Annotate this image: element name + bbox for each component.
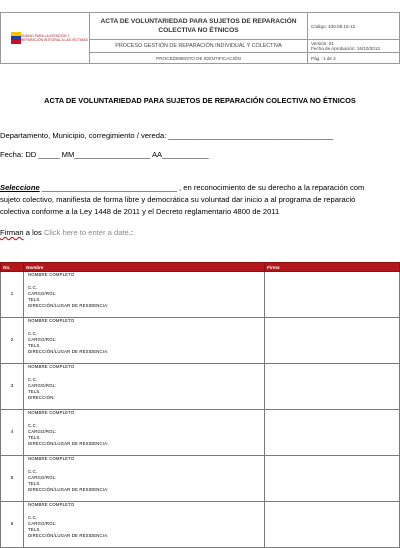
row-number: 1: [1, 272, 24, 318]
date-picker[interactable]: Click here to enter a date: [43, 228, 129, 237]
signature-field[interactable]: [265, 502, 400, 548]
person-fields: [24, 410, 265, 456]
firman-end: .:: [128, 228, 133, 237]
table-row: [1, 364, 400, 410]
role-field[interactable]: CARGO/ROL:: [28, 429, 57, 434]
para-line-3: colectiva conforme a la Ley 1448 de 2011 y el Decreto reglamentario 4800 de 2011: [0, 207, 280, 216]
address-field[interactable]: DIRECCIÓN/LUGAR DE RESIDENCIA:: [28, 303, 109, 308]
name-field[interactable]: NOMBRE COMPLETO: [28, 364, 75, 369]
person-fields: [24, 318, 265, 364]
name-field[interactable]: NOMBRE COMPLETO: [28, 456, 75, 461]
procedure-name: PROCEDIMIENTO DE IDENTIFICACIÓN: [90, 53, 308, 64]
name-field[interactable]: NOMBRE COMPLETO: [28, 318, 75, 323]
firman-label: Firman: [0, 228, 24, 237]
address-field[interactable]: DIRECCIÓN/LUGAR DE RESIDENCIA:: [28, 441, 109, 446]
person-fields: [24, 364, 265, 410]
signature-field[interactable]: [265, 364, 400, 410]
id-field[interactable]: C.C.: [28, 469, 38, 474]
para-line-2: sujeto colectivo, manifiesta de forma libre y democrática su voluntad dar inicio a al programa de reparació: [0, 195, 356, 204]
name-field[interactable]: NOMBRE COMPLETO: [28, 272, 75, 277]
address-field[interactable]: DIRECCIÓN/LUGAR DE RESIDENCIA:: [28, 533, 109, 538]
flag-icon: [11, 32, 17, 44]
document-header: [0, 12, 400, 64]
date-line[interactable]: Fecha: DD _____ MM__________________ AA___________: [0, 150, 209, 159]
phone-field[interactable]: TELS.: [28, 389, 41, 394]
person-fields: [24, 272, 265, 318]
signature-field[interactable]: [265, 318, 400, 364]
phone-field[interactable]: TELS.: [28, 527, 41, 532]
signature-field[interactable]: [265, 410, 400, 456]
id-field[interactable]: C.C.: [28, 331, 38, 336]
table-row: [1, 318, 400, 364]
select-dropdown[interactable]: Seleccione: [0, 183, 40, 192]
row-number: 5: [1, 456, 24, 502]
role-field[interactable]: CARGO/ROL:: [28, 383, 57, 388]
location-line[interactable]: Departamento, Municipio, corregimiento / vereda: _______________________________________: [0, 131, 334, 140]
table-row: [1, 502, 400, 548]
table-row: [1, 410, 400, 456]
spacer: [24, 507, 264, 515]
id-field[interactable]: C.C.: [28, 377, 38, 382]
row-number: 4: [1, 410, 24, 456]
para-line-1: ________________________________ , en reconocimiento de su derecho a la reparación com: [39, 183, 365, 192]
role-field[interactable]: CARGO/ROL:: [28, 475, 57, 480]
row-number: 2: [1, 318, 24, 364]
spacer: [24, 323, 264, 331]
table-row: [1, 456, 400, 502]
phone-field[interactable]: TELS.: [28, 297, 41, 302]
col-header-nombre: Nombre: [24, 263, 265, 272]
signature-field[interactable]: [265, 456, 400, 502]
person-fields: [24, 502, 265, 548]
person-fields: [24, 456, 265, 502]
id-field[interactable]: C.C.: [28, 285, 38, 290]
role-field[interactable]: CARGO/ROL:: [28, 291, 57, 296]
logo-text: UNIDAD PARA LA ATENCIÓN Y REPARACIÓN INTEGRAL A LAS VÍCTIMAS: [20, 34, 88, 42]
row-number: 3: [1, 364, 24, 410]
form-version-date: [308, 40, 400, 53]
consent-paragraph: [0, 182, 400, 218]
document-title: ACTA DE VOLUNTARIEDAD PARA SUJETOS DE REPARACIÓN COLECTIVA NO ÉTNICOS: [44, 96, 356, 105]
row-number: 6: [1, 502, 24, 548]
phone-field[interactable]: TELS.: [28, 481, 41, 486]
spacer: [24, 461, 264, 469]
col-header-firma: Firma: [265, 263, 400, 272]
spacer: [24, 415, 264, 423]
spacer: [24, 277, 264, 285]
logo-cell: [1, 13, 90, 64]
logo: [1, 32, 89, 44]
role-field[interactable]: CARGO/ROL:: [28, 521, 57, 526]
name-field[interactable]: NOMBRE COMPLETO: [28, 502, 75, 507]
address-field[interactable]: DIRECCIÓN:: [28, 395, 55, 400]
address-field[interactable]: DIRECCIÓN/LUGAR DE RESIDENCIA:: [28, 487, 109, 492]
name-field[interactable]: NOMBRE COMPLETO: [28, 410, 75, 415]
signature-field[interactable]: [265, 272, 400, 318]
spacer: [24, 369, 264, 377]
col-header-no: No.: [1, 263, 24, 272]
approval-date: Fecha de Aprobación: 16/10/2013: [311, 46, 380, 51]
table-row: [1, 272, 400, 318]
phone-field[interactable]: TELS.: [28, 343, 41, 348]
form-code: Código: 430.08.15-12: [308, 13, 400, 40]
page-number: Pág.: 1 de 2: [308, 53, 400, 64]
firman-mid: a los: [23, 228, 44, 237]
id-field[interactable]: C.C.: [28, 515, 38, 520]
address-field[interactable]: DIRECCIÓN/LUGAR DE RESIDENCIA:: [28, 349, 109, 354]
id-field[interactable]: C.C.: [28, 423, 38, 428]
process-name: PROCESO GESTIÓN DE REPARACIÓN INDIVIDUAL Y COLECTIVA: [90, 40, 308, 53]
signature-table: [0, 262, 400, 548]
form-title: ACTA DE VOLUNTARIEDAD PARA SUJETOS DE REPARACIÓN COLECTIVA NO ÉTNICOS: [90, 13, 308, 40]
signing-line: [0, 228, 133, 237]
phone-field[interactable]: TELS.: [28, 435, 41, 440]
role-field[interactable]: CARGO/ROL:: [28, 337, 57, 342]
form-version: Versión: 01: [311, 41, 334, 46]
